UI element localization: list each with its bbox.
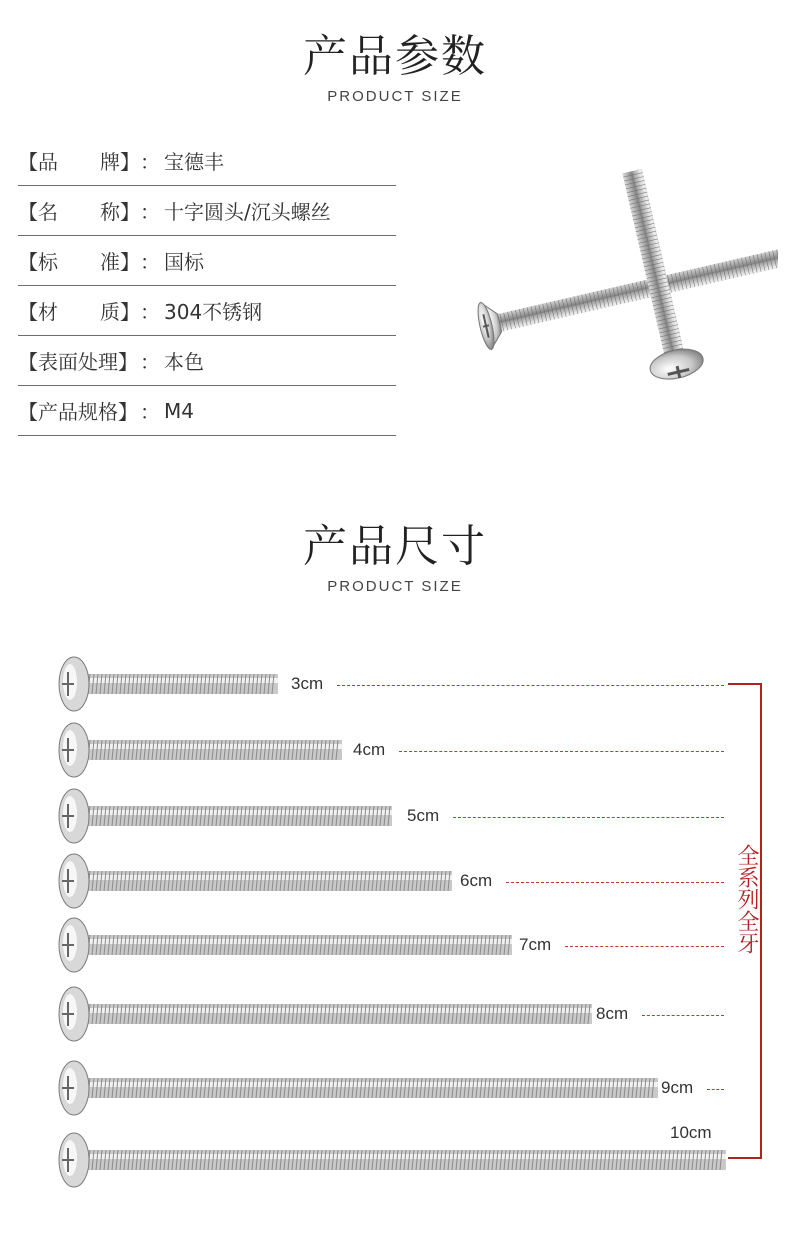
screw-7cm: [0, 915, 790, 975]
spec-key-left: 【标: [18, 250, 58, 274]
spec-colon: ：: [140, 200, 160, 224]
spec-value: M4: [164, 398, 194, 423]
leader-line: [453, 817, 724, 818]
size-label: 10cm: [670, 1123, 712, 1142]
leader-line: [707, 1089, 724, 1090]
size-label: 6cm: [460, 871, 493, 890]
size-label: 5cm: [407, 806, 440, 825]
spec-colon: ：: [140, 150, 160, 174]
spec-row-material: [18, 286, 396, 336]
size-label: 4cm: [353, 740, 386, 759]
size-label: 7cm: [519, 935, 552, 954]
leader-line: [565, 946, 724, 947]
spec-key: [18, 296, 140, 325]
spec-key-right: 牌】: [100, 150, 140, 174]
spec-value: 304不锈钢: [164, 300, 263, 324]
spec-table: [18, 136, 396, 436]
spec-value: 宝德丰: [164, 150, 224, 174]
params-title: 产品参数: [303, 31, 487, 82]
spec-value: 国标: [164, 250, 204, 274]
size-label: 8cm: [596, 1004, 629, 1023]
leader-line: [506, 882, 724, 883]
size-title: 产品尺寸: [303, 521, 487, 572]
params-subtitle: PRODUCT SIZE: [327, 88, 463, 105]
screw-6cm: [0, 851, 790, 911]
spec-key: [18, 146, 140, 175]
spec-key-left: 【材: [18, 300, 58, 324]
spec-row-standard: [18, 236, 396, 286]
leader-line: [642, 1015, 724, 1016]
screw-3cm: [0, 654, 790, 714]
full-thread-label: 全系列全牙: [731, 840, 759, 958]
size-label: 9cm: [661, 1078, 694, 1097]
leader-line: [337, 685, 724, 686]
spec-key: [18, 346, 140, 375]
spec-key: [18, 246, 140, 275]
spec-key-right: 质】: [100, 300, 140, 324]
size-label: 3cm: [291, 674, 324, 693]
spec-key-left: 【表面处理】: [18, 350, 138, 374]
screw-4cm: [0, 720, 790, 780]
spec-value: 本色: [164, 350, 204, 374]
spec-colon: ：: [140, 350, 160, 374]
spec-key: [18, 196, 140, 225]
product-photo: [458, 158, 778, 408]
leader-line: [399, 751, 724, 752]
screw-8cm: [0, 984, 790, 1044]
spec-key-right: 准】: [100, 250, 140, 274]
spec-row-brand: [18, 136, 396, 186]
spec-colon: ：: [140, 400, 160, 424]
spec-key-left: 【名: [18, 200, 58, 224]
size-subtitle: PRODUCT SIZE: [327, 578, 463, 595]
spec-key-right: 称】: [100, 200, 140, 224]
spec-row-finish: [18, 336, 396, 386]
countersunk-screw: [475, 233, 778, 351]
spec-key-left: 【品: [18, 150, 58, 174]
spec-row-name: [18, 186, 396, 236]
spec-key: [18, 396, 140, 425]
spec-key-left: 【产品规格】: [18, 400, 138, 424]
spec-colon: ：: [140, 250, 160, 274]
spec-row-spec: [18, 386, 396, 436]
spec-colon: ：: [140, 300, 160, 324]
spec-value: 十字圆头/沉头螺丝: [164, 200, 331, 224]
screw-5cm: [0, 786, 790, 846]
